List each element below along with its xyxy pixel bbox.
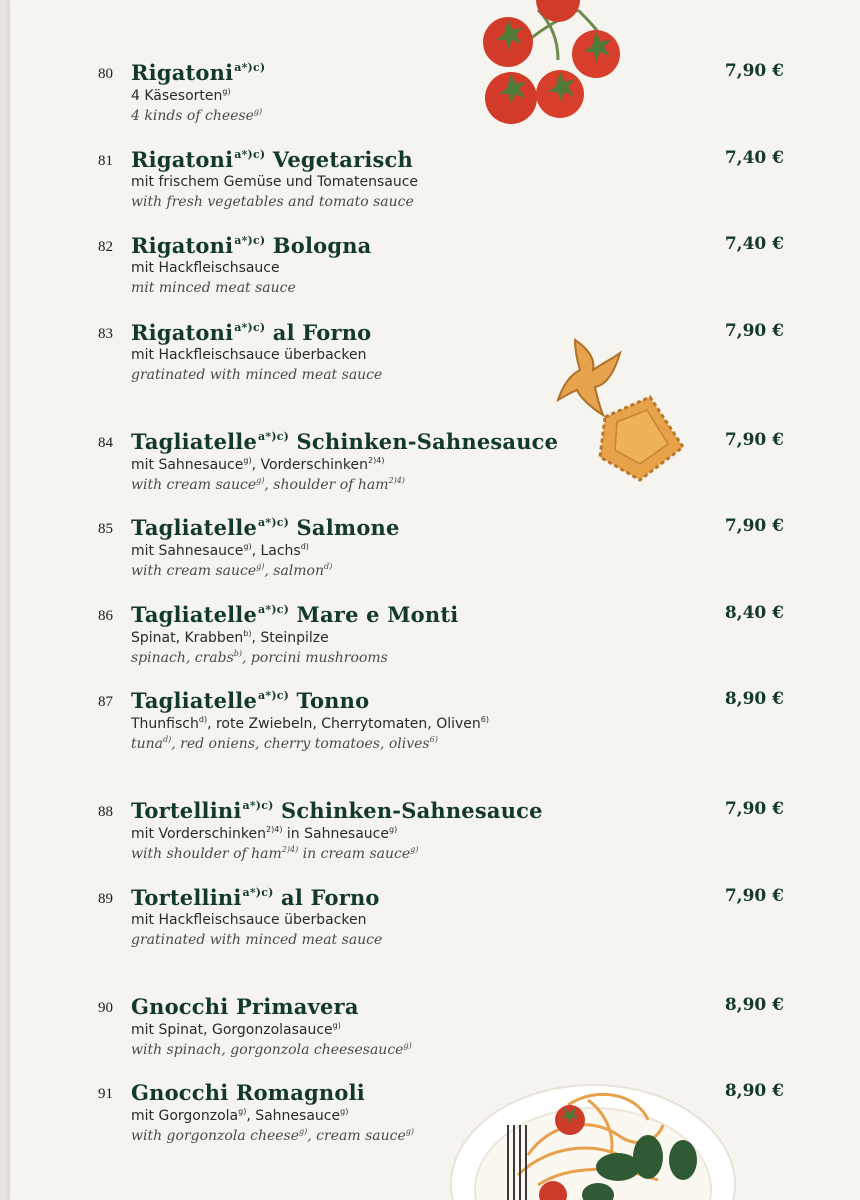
allergen-note: g) [243,456,252,465]
desc-text: , Sahnesauce [246,1108,341,1124]
allergen-note: a*)c) [234,234,266,247]
allergen-note: 2)4) [388,476,405,485]
item-title [131,320,371,345]
item-description-de [131,1107,348,1124]
item-price: 8,90 € [724,995,784,1015]
item-number: 91 [98,1086,113,1102]
desc-text: mit Hackfleischsauce überbacken [131,347,367,363]
desc-text: , cream sauce [307,1128,406,1144]
desc-text: mit frischem Gemüse und Tomatensauce [131,174,419,190]
desc-text: , porcini mushrooms [242,650,388,666]
item-number: 85 [98,521,113,537]
item-description-de [131,715,489,732]
item-price: 7,90 € [724,321,784,341]
item-price: 7,40 € [724,234,784,254]
allergen-note: g) [340,1107,349,1116]
allergen-note: g) [222,87,231,96]
item-name: Gnocchi Romagnoli [131,1080,365,1105]
item-title [131,429,558,454]
item-price: 7,90 € [724,61,784,81]
item-name-suffix: al Forno [273,885,380,910]
allergen-note: g) [238,1107,247,1116]
desc-text: with cream sauce [131,477,257,493]
cherry-tomatoes-illustration [478,0,628,130]
item-number: 90 [98,1000,113,1016]
allergen-note: g) [243,542,252,551]
allergen-note: a*)c) [234,321,266,334]
allergen-note: 6) [480,715,489,724]
desc-text: 4 kinds of cheese [131,108,254,124]
desc-text: , Steinpilze [251,630,329,646]
desc-text: with shoulder of ham [131,846,282,862]
allergen-note: g) [388,825,398,834]
item-description-en [131,845,418,862]
desc-text: mit minced meat sauce [131,280,296,296]
item-description-en [131,932,382,948]
item-name-suffix: Schinken-Sahnesauce [289,429,559,454]
allergen-note: g) [410,845,419,854]
item-name: Tortellini [131,798,242,823]
item-description-en [131,735,438,752]
allergen-note: 2)4) [266,825,283,834]
allergen-note: a*)c) [258,516,290,529]
allergen-note: a*)c) [242,886,274,899]
item-number: 87 [98,694,113,710]
allergen-note: d) [300,542,309,551]
desc-text: , shoulder of ham [264,477,389,493]
allergen-note: g) [256,476,265,485]
allergen-note: 6) [429,735,438,744]
allergen-note: g) [405,1127,414,1136]
item-price: 7,90 € [724,430,784,450]
item-description-en [131,649,388,666]
allergen-note: b) [233,649,243,658]
item-price: 7,90 € [724,516,784,536]
item-description-de [131,1021,341,1038]
desc-text: , Lachs [251,543,301,559]
desc-text: gratinated with minced meat sauce [131,367,383,383]
allergen-note: 2)4) [368,456,385,465]
allergen-note: d) [324,562,333,571]
item-description-en [131,107,262,124]
item-description-en [131,194,414,210]
allergen-note: a*)c) [258,603,290,616]
item-description-en [131,280,296,296]
item-description-de [131,87,231,104]
item-name-suffix: Salmone [289,515,400,540]
spaghetti-plate-illustration [448,1045,738,1200]
desc-text: mit Sahnesauce [131,543,244,559]
item-name: Rigatoni [131,60,234,85]
item-description-de [131,825,397,842]
desc-text: spinach, crabs [131,650,234,666]
item-name: Gnocchi Primavera [131,994,359,1019]
allergen-note: a*)c) [242,799,274,812]
item-description-de [131,542,309,559]
item-description-en [131,1127,414,1144]
item-price: 8,90 € [724,689,784,709]
desc-text: 4 Käsesorten [131,88,223,104]
item-description-de [131,260,280,276]
item-title [131,147,413,172]
item-number: 83 [98,326,113,342]
allergen-note: a*)c) [234,148,266,161]
item-number: 88 [98,804,113,820]
allergen-note: g) [332,1021,341,1030]
item-name: Rigatoni [131,147,234,172]
item-description-de [131,629,329,646]
item-description-en [131,367,382,383]
allergen-note: g) [403,1041,412,1050]
item-title [131,688,369,713]
item-name: Rigatoni [131,233,234,258]
item-name-suffix: Schinken-Sahnesauce [273,798,543,823]
desc-text: with cream sauce [131,563,257,579]
allergen-note: d) [163,735,172,744]
item-number: 80 [98,66,113,82]
item-name: Tagliatelle [131,602,258,627]
item-title [131,515,400,540]
item-price: 7,90 € [724,799,784,819]
desc-text: , Vorderschinken [251,457,369,473]
item-description-en [131,1041,412,1058]
item-title [131,994,359,1019]
allergen-note: d) [198,715,208,724]
item-number: 86 [98,608,113,624]
desc-text: in cream sauce [298,846,411,862]
desc-text: mit Vorderschinken [131,826,267,842]
allergen-note: b) [243,629,252,638]
allergen-note: g) [253,107,263,116]
desc-text: tuna [131,736,164,752]
desc-text: mit Hackfleischsauce überbacken [131,912,367,928]
item-name: Tortellini [131,885,242,910]
item-name-suffix: Tonno [289,688,370,713]
allergen-note: g) [256,562,265,571]
item-name-suffix: al Forno [265,320,372,345]
item-number: 81 [98,153,113,169]
ravioli-illustration [595,392,685,484]
item-title [131,1080,365,1105]
allergen-note: a*)c) [258,430,290,443]
desc-text: with gorgonzola cheese [131,1128,300,1144]
item-price: 8,90 € [724,1081,784,1101]
desc-text: mit Sahnesauce [131,457,244,473]
item-description-de [131,912,366,928]
item-name-suffix: Bologna [265,233,372,258]
allergen-note: a*)c) [234,61,266,74]
item-description-en [131,476,405,493]
item-price: 8,40 € [724,603,784,623]
desc-text: with fresh vegetables and tomato sauce [131,194,414,210]
desc-text: Thunfisch [131,716,199,732]
allergen-note: g) [299,1127,308,1136]
item-price: 7,40 € [724,148,784,168]
item-name: Tagliatelle [131,688,258,713]
item-description-de [131,174,418,190]
item-description-de [131,456,384,473]
desc-text: in Sahnesauce [282,826,389,842]
allergen-note: 2)4) [281,845,299,854]
allergen-note: a*)c) [258,689,290,702]
desc-text: , rote Zwiebeln, Cherrytomaten, Oliven [207,716,481,732]
desc-text: gratinated with minced meat sauce [131,932,383,948]
item-number: 89 [98,891,113,907]
item-number: 82 [98,239,113,255]
item-price: 7,90 € [724,886,784,906]
desc-text: mit Gorgonzola [131,1108,239,1124]
item-title [131,798,543,823]
desc-text: mit Spinat, Gorgonzolasauce [131,1022,333,1038]
item-title [131,60,265,85]
desc-text: with spinach, gorgonzola cheesesauce [131,1042,404,1058]
item-title [131,233,372,258]
item-title [131,602,458,627]
desc-text: , red oniens, cherry tomatoes, olives [171,736,430,752]
desc-text: mit Hackfleischsauce [131,260,280,276]
item-name-suffix: Vegetarisch [265,147,413,172]
menu-page [10,0,860,1200]
item-number: 84 [98,435,113,451]
item-name: Rigatoni [131,320,234,345]
item-title [131,885,380,910]
item-description-en [131,562,332,579]
desc-text: Spinat, Krabben [131,630,244,646]
desc-text: , salmon [264,563,325,579]
item-name: Tagliatelle [131,515,258,540]
item-name-suffix: Mare e Monti [289,602,459,627]
item-name: Tagliatelle [131,429,258,454]
item-description-de [131,347,366,363]
